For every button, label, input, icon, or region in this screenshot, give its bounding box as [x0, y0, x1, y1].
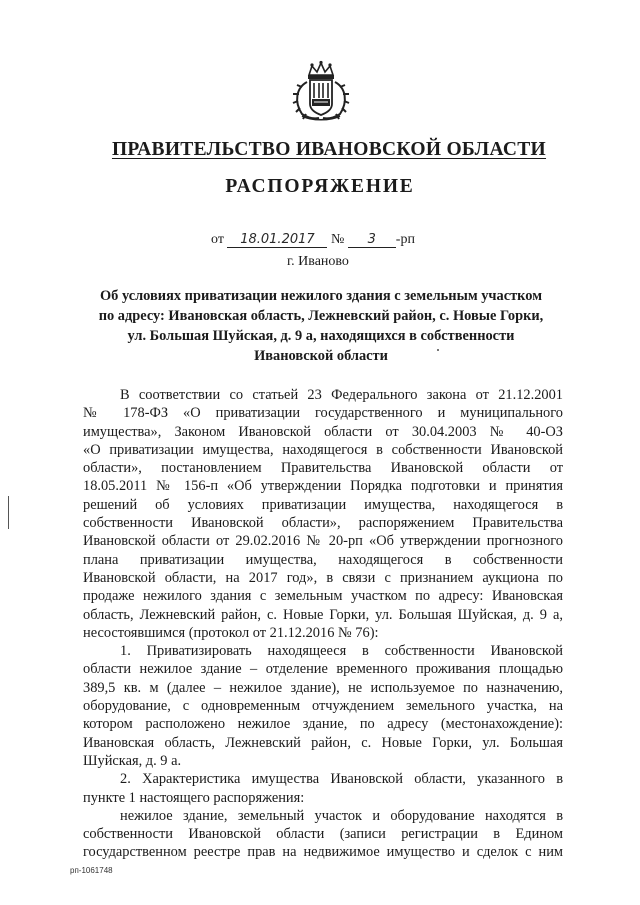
body-line: области», постановлением Правительства Ивановской области от	[83, 460, 563, 477]
body-line: области нежилое здание – отделение временного проживания площадью	[83, 661, 563, 678]
subject-line: ул. Большая Шуйская, д. 9 а, находящихся в собственности	[127, 328, 515, 344]
document-number: 3	[348, 233, 396, 248]
body-line: Ивановской области от 29.02.2016 № 20-рп «Об утверждении прогнозного	[83, 533, 563, 550]
body-line: пункте 1 настоящего распоряжения:	[83, 789, 305, 806]
date-number-line	[211, 232, 415, 248]
body-line: несостоявшимся (протокол от 21.12.2016 № 76):	[83, 624, 379, 641]
subject-line: Об условиях приватизации нежилого здания с земельным участком	[99, 288, 543, 304]
body-line: № 178-ФЗ «О приватизации государственного и муниципального	[83, 405, 563, 422]
from-label: от	[211, 232, 224, 247]
body-line: Ивановской области, на 2017 год», в связи с признанием аукциона по	[83, 569, 563, 586]
body-line: котором расположено нежилое здание, по адресу (местонахождение):	[83, 716, 563, 733]
document-type: РАСПОРЯЖЕНИЕ	[225, 176, 415, 197]
body-line: нежилое здание, земельный участок и оборудование находятся в	[120, 807, 563, 824]
number-label: №	[330, 232, 345, 247]
document-date: 18.01.2017	[227, 233, 327, 248]
scan-margin-mark	[8, 496, 9, 529]
body-line: В соответствии со статьей 23 Федерального закона от 21.12.2001	[120, 387, 563, 403]
subject-line: по адресу: Ивановская область, Лежневский район, с. Новые Горки,	[98, 308, 544, 324]
number-suffix: -рп	[395, 232, 415, 247]
body-line: область, Лежневский район, с. Новые Горки, ул. Большая Шуйская, д. 9 а,	[83, 606, 563, 623]
body-line: Шуйская, д. 9 а.	[83, 752, 182, 769]
scan-speck	[437, 349, 439, 351]
body-line: решений об условиях приватизации имущества, находящегося в	[83, 496, 563, 513]
document-body	[83, 386, 563, 862]
government-title: ПРАВИТЕЛЬСТВО ИВАНОВСКОЙ ОБЛАСТИ	[111, 139, 547, 160]
body-line: плана приватизации имущества, находящегося в собственности	[83, 551, 563, 568]
body-line: 1. Приватизировать находящееся в собственности Ивановской	[120, 643, 563, 660]
city: г. Иваново	[287, 254, 349, 269]
document-subject	[82, 286, 560, 366]
body-line: 18.05.2011 № 156-п «Об утверждении Порядка подготовки и принятия	[83, 478, 563, 495]
body-line: продаже нежилого здания с земельным участком по адресу: Ивановская	[83, 588, 563, 605]
body-line: 2. Характеристика имущества Ивановской области, указанного в	[120, 771, 563, 788]
body-line: 389,5 кв. м (далее – нежилое здание), не используемое по назначению,	[83, 679, 563, 696]
body-line: «О приватизации имущества, находящегося в собственности Ивановской	[83, 441, 563, 458]
footer-code: рп-1061748	[70, 866, 113, 875]
body-line: государственном реестре прав на недвижимое имущество и сделок с ним	[83, 844, 563, 861]
ivanovo-oblast-coat-of-arms-icon	[288, 60, 354, 122]
body-line: имущества», Законом Ивановской области от 30.04.2003 № 40-ОЗ	[83, 423, 563, 440]
body-line: собственности Ивановской области (записи регистрации в Едином	[83, 826, 563, 843]
body-line: оборудование, с одновременным отчуждением земельного участка, на	[83, 698, 563, 715]
subject-line: Ивановской области	[254, 348, 388, 364]
body-line: собственности Ивановской области», распоряжением Правительства	[83, 515, 563, 532]
body-line: Ивановская область, Лежневский район, с. Новые Горки, ул. Большая	[83, 734, 563, 751]
